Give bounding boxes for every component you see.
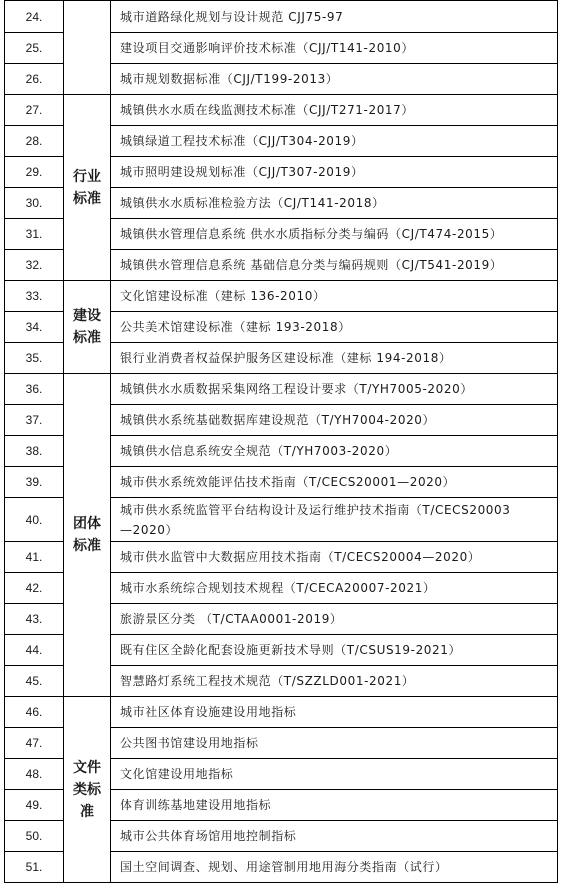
row-number: 43. xyxy=(5,604,64,635)
row-number: 51. xyxy=(5,852,64,883)
standard-title: 城市供水系统效能评估技术指南（T/CECS20001—2020） xyxy=(111,467,558,498)
row-number: 29. xyxy=(5,157,64,188)
category-label: 类标 xyxy=(73,781,101,798)
row-number: 48. xyxy=(5,759,64,790)
standard-title: 城市公共体育场馆用地控制指标 xyxy=(111,821,558,852)
standard-title: 城市社区体育设施建设用地指标 xyxy=(111,697,558,728)
standard-title: 城镇供水水质标准检验方法（CJ/T141-2018） xyxy=(111,188,558,219)
category-construction-standard xyxy=(64,281,111,374)
row-number: 27. xyxy=(5,95,64,126)
standard-title: 国土空间调查、规划、用途管制用地用海分类指南（试行） xyxy=(111,852,558,883)
table-row xyxy=(5,1,558,33)
standard-title: 城市水系统综合规划技术规程（T/CECA20007-2021） xyxy=(111,573,558,604)
table-row xyxy=(5,281,558,312)
row-number: 25. xyxy=(5,33,64,64)
category-group-standard xyxy=(64,374,111,697)
row-number: 36. xyxy=(5,374,64,405)
row-number: 33. xyxy=(5,281,64,312)
category-label: 准 xyxy=(80,803,94,820)
row-number: 35. xyxy=(5,343,64,374)
standard-title: 城镇供水信息系统安全规范（T/YH7003-2020） xyxy=(111,436,558,467)
row-number: 44. xyxy=(5,635,64,666)
category-blank xyxy=(64,1,111,95)
row-number: 37. xyxy=(5,405,64,436)
row-number: 24. xyxy=(5,1,64,33)
table-row xyxy=(5,374,558,405)
standard-title: 城镇绿道工程技术标准（CJJ/T304-2019） xyxy=(111,126,558,157)
category-document-standard xyxy=(64,697,111,883)
standard-title: 城市供水监管中大数据应用技术指南（T/CECS20004—2020） xyxy=(111,542,558,573)
standard-title-line: 城市供水系统监管平台结构设计及运行维护技术指南（T/CECS20003 xyxy=(120,502,511,517)
standard-title xyxy=(111,498,558,542)
row-number: 50. xyxy=(5,821,64,852)
standard-title: 既有住区全龄化配套设施更新技术导则（T/CSUS19-2021） xyxy=(111,635,558,666)
standard-title: 城市道路绿化规划与设计规范 CJJ75-97 xyxy=(111,1,558,33)
row-number: 31. xyxy=(5,219,64,250)
standard-title: 城镇供水水质数据采集网络工程设计要求（T/YH7005-2020） xyxy=(111,374,558,405)
standard-title: 文化馆建设标准（建标 136-2010） xyxy=(111,281,558,312)
standards-table xyxy=(4,0,558,883)
category-label: 建设 xyxy=(73,308,101,324)
category-label: 团体 xyxy=(73,516,101,532)
table-row xyxy=(5,95,558,126)
standard-title: 建设项目交通影响评价技术标准（CJJ/T141-2010） xyxy=(111,33,558,64)
standard-title: 城镇供水管理信息系统 供水水质指标分类与编码（CJ/T474-2015） xyxy=(111,219,558,250)
standard-title: 城市规划数据标准（CJJ/T199-2013） xyxy=(111,64,558,95)
category-label: 标准 xyxy=(73,330,101,346)
row-number: 40. xyxy=(5,498,64,542)
row-number: 32. xyxy=(5,250,64,281)
standard-title: 公共美术馆建设标准（建标 193-2018） xyxy=(111,312,558,343)
category-label: 标准 xyxy=(73,538,101,554)
row-number: 34. xyxy=(5,312,64,343)
standard-title: 体育训练基地建设用地指标 xyxy=(111,790,558,821)
category-industry-standard xyxy=(64,95,111,281)
standard-title: 智慧路灯系统工程技术规范（T/SZZLD001-2021） xyxy=(111,666,558,697)
standard-title: 公共图书馆建设用地指标 xyxy=(111,728,558,759)
row-number: 28. xyxy=(5,126,64,157)
row-number: 49. xyxy=(5,790,64,821)
row-number: 47. xyxy=(5,728,64,759)
row-number: 46. xyxy=(5,697,64,728)
category-label: 标准 xyxy=(73,190,101,207)
row-number: 26. xyxy=(5,64,64,95)
row-number: 30. xyxy=(5,188,64,219)
row-number: 45. xyxy=(5,666,64,697)
table-row xyxy=(5,697,558,728)
standard-title: 旅游景区分类 （T/CTAA0001-2019） xyxy=(111,604,558,635)
standard-title: 城镇供水管理信息系统 基础信息分类与编码规则（CJ/T541-2019） xyxy=(111,250,558,281)
standard-title-line: —2020） xyxy=(120,522,179,537)
standard-title: 城镇供水系统基础数据库建设规范（T/YH7004-2020） xyxy=(111,405,558,436)
row-number: 39. xyxy=(5,467,64,498)
category-label: 文件 xyxy=(73,759,101,776)
row-number: 38. xyxy=(5,436,64,467)
row-number: 41. xyxy=(5,542,64,573)
category-label: 行业 xyxy=(73,168,101,185)
row-number: 42. xyxy=(5,573,64,604)
standard-title: 城镇供水水质在线监测技术标准（CJJ/T271-2017） xyxy=(111,95,558,126)
standard-title: 银行业消费者权益保护服务区建设标准（建标 194-2018） xyxy=(111,343,558,374)
standard-title: 城市照明建设规划标准（CJJ/T307-2019） xyxy=(111,157,558,188)
standard-title: 文化馆建设用地指标 xyxy=(111,759,558,790)
